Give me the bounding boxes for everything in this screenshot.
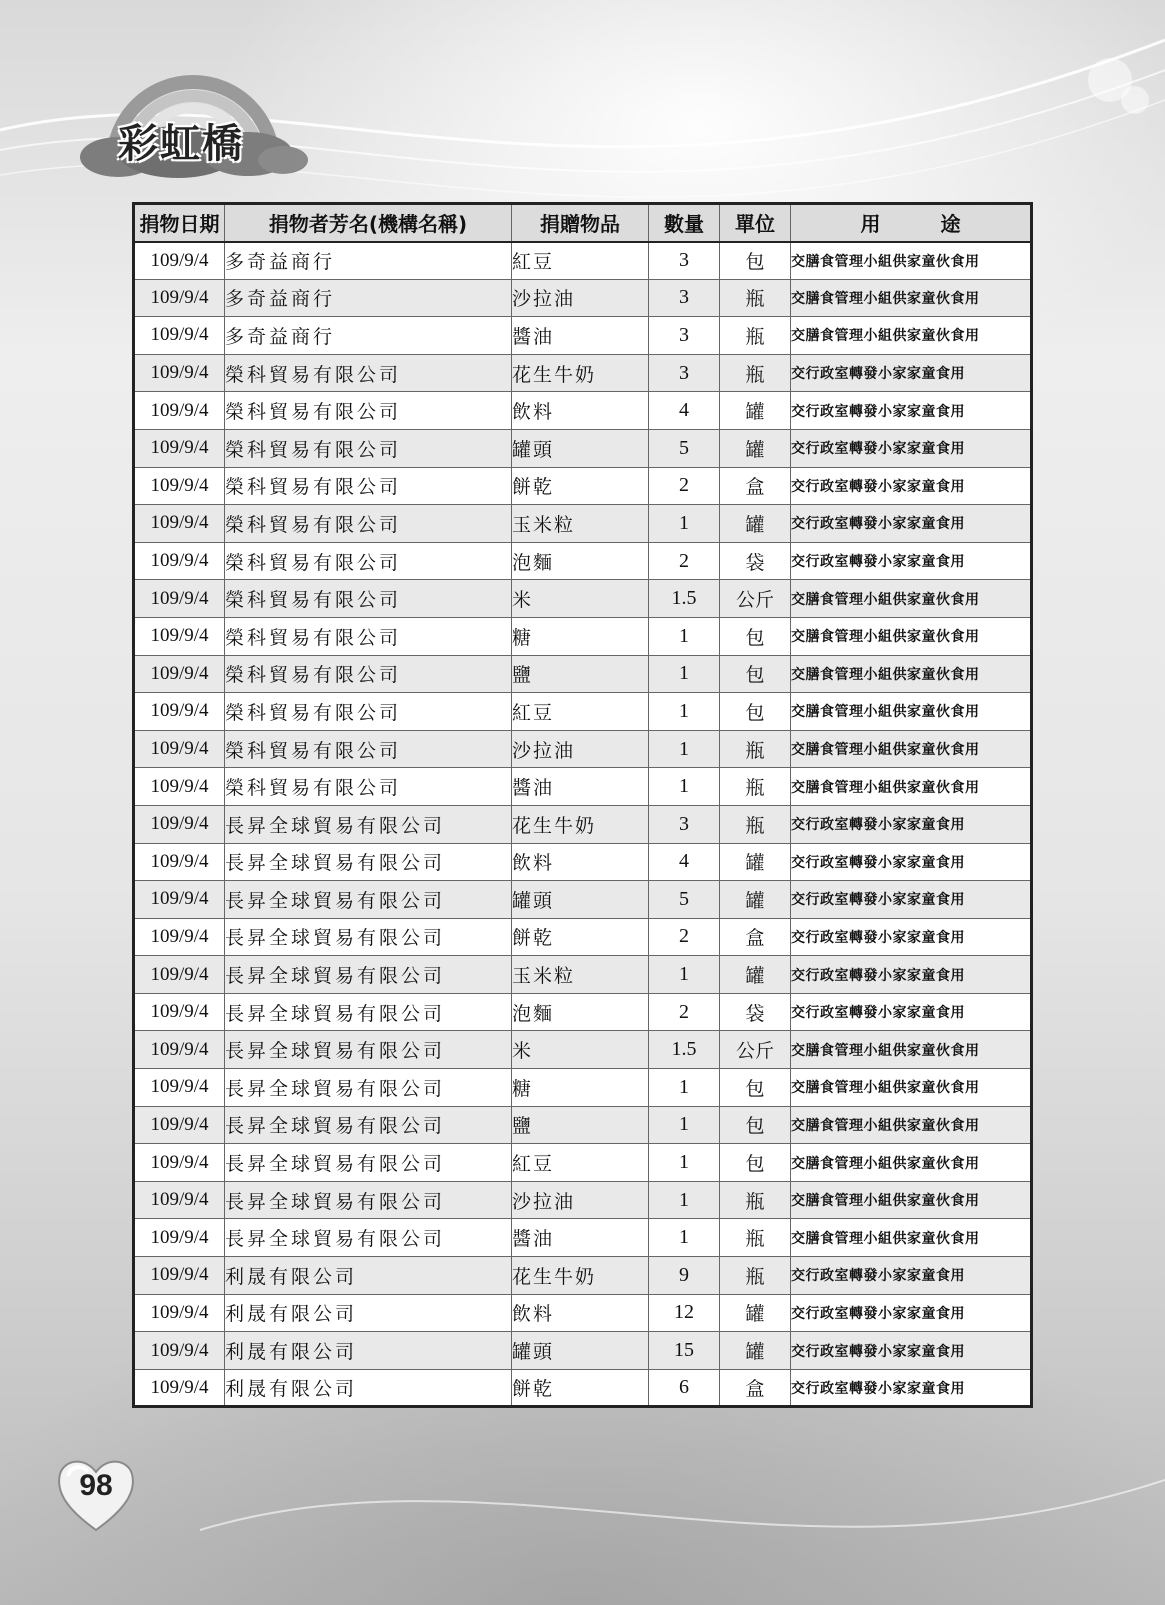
cell-donor: 榮科貿易有限公司	[225, 693, 512, 731]
cell-donor: 長昇全球貿易有限公司	[225, 993, 512, 1031]
table-row	[134, 1181, 1032, 1219]
table-row	[134, 956, 1032, 994]
cell-use: 交行政室轉發小家家童食用	[791, 392, 1032, 430]
logo-title: 彩虹橋	[118, 121, 244, 167]
cell-use: 交行政室轉發小家家童食用	[791, 918, 1032, 956]
cell-unit: 瓶	[720, 1181, 791, 1219]
cell-date: 109/9/4	[134, 354, 225, 392]
cell-date: 109/9/4	[134, 1369, 225, 1407]
cell-quantity: 2	[649, 467, 720, 505]
cell-quantity: 5	[649, 429, 720, 467]
cell-item: 玉米粒	[512, 505, 649, 543]
cell-unit: 罐	[720, 881, 791, 919]
header-unit: 單位	[720, 204, 791, 242]
cell-quantity: 3	[649, 317, 720, 355]
cell-donor: 長昇全球貿易有限公司	[225, 918, 512, 956]
cell-item: 紅豆	[512, 242, 649, 280]
cell-date: 109/9/4	[134, 768, 225, 806]
cell-date: 109/9/4	[134, 918, 225, 956]
cell-quantity: 2	[649, 993, 720, 1031]
cell-donor: 多奇益商行	[225, 242, 512, 280]
cell-quantity: 1	[649, 1181, 720, 1219]
cell-unit: 袋	[720, 993, 791, 1031]
cell-date: 109/9/4	[134, 392, 225, 430]
cell-date: 109/9/4	[134, 542, 225, 580]
table-row	[134, 279, 1032, 317]
cell-quantity: 1	[649, 768, 720, 806]
cell-date: 109/9/4	[134, 993, 225, 1031]
cell-unit: 公斤	[720, 1031, 791, 1069]
cell-item: 泡麵	[512, 542, 649, 580]
cell-donor: 利晟有限公司	[225, 1294, 512, 1332]
cell-use: 交膳食管理小組供家童伙食用	[791, 242, 1032, 280]
cell-use: 交膳食管理小組供家童伙食用	[791, 768, 1032, 806]
cell-quantity: 15	[649, 1332, 720, 1370]
cell-use: 交膳食管理小組供家童伙食用	[791, 730, 1032, 768]
table-row	[134, 881, 1032, 919]
cell-item: 鹽	[512, 1106, 649, 1144]
cell-date: 109/9/4	[134, 1294, 225, 1332]
table-row	[134, 580, 1032, 618]
table-row	[134, 1069, 1032, 1107]
cell-item: 罐頭	[512, 881, 649, 919]
table-row	[134, 1294, 1032, 1332]
cell-use: 交行政室轉發小家家童食用	[791, 1294, 1032, 1332]
table-row	[134, 542, 1032, 580]
cell-use: 交行政室轉發小家家童食用	[791, 993, 1032, 1031]
cell-unit: 包	[720, 617, 791, 655]
cell-date: 109/9/4	[134, 843, 225, 881]
cell-use: 交行政室轉發小家家童食用	[791, 805, 1032, 843]
cell-unit: 盒	[720, 1369, 791, 1407]
table-row	[134, 843, 1032, 881]
cell-donor: 長昇全球貿易有限公司	[225, 805, 512, 843]
table-row	[134, 429, 1032, 467]
cell-use: 交行政室轉發小家家童食用	[791, 1257, 1032, 1295]
table-row	[134, 392, 1032, 430]
cell-quantity: 4	[649, 392, 720, 430]
header-date: 捐物日期	[134, 204, 225, 242]
cell-quantity: 1	[649, 730, 720, 768]
cell-use: 交行政室轉發小家家童食用	[791, 956, 1032, 994]
cell-donor: 長昇全球貿易有限公司	[225, 843, 512, 881]
table-row	[134, 730, 1032, 768]
cell-quantity: 2	[649, 542, 720, 580]
cell-unit: 瓶	[720, 1257, 791, 1295]
table-row	[134, 1144, 1032, 1182]
cell-unit: 包	[720, 1106, 791, 1144]
cell-quantity: 4	[649, 843, 720, 881]
donation-table	[132, 202, 1033, 1408]
cell-donor: 榮科貿易有限公司	[225, 505, 512, 543]
cell-date: 109/9/4	[134, 1257, 225, 1295]
cell-date: 109/9/4	[134, 655, 225, 693]
table-row	[134, 918, 1032, 956]
cell-date: 109/9/4	[134, 693, 225, 731]
cell-date: 109/9/4	[134, 1069, 225, 1107]
cell-date: 109/9/4	[134, 617, 225, 655]
cell-unit: 瓶	[720, 730, 791, 768]
cell-quantity: 9	[649, 1257, 720, 1295]
cell-donor: 榮科貿易有限公司	[225, 542, 512, 580]
cell-item: 醬油	[512, 317, 649, 355]
cell-unit: 包	[720, 655, 791, 693]
cell-item: 沙拉油	[512, 730, 649, 768]
table-header-row	[134, 204, 1032, 242]
cell-date: 109/9/4	[134, 580, 225, 618]
cell-item: 花生牛奶	[512, 354, 649, 392]
table-row	[134, 1332, 1032, 1370]
cell-item: 飲料	[512, 843, 649, 881]
cell-quantity: 1.5	[649, 580, 720, 618]
cell-donor: 多奇益商行	[225, 279, 512, 317]
cell-date: 109/9/4	[134, 242, 225, 280]
cell-date: 109/9/4	[134, 730, 225, 768]
table-body	[134, 242, 1032, 1407]
cell-item: 糖	[512, 1069, 649, 1107]
cell-item: 餅乾	[512, 1369, 649, 1407]
cell-item: 沙拉油	[512, 279, 649, 317]
cell-donor: 榮科貿易有限公司	[225, 655, 512, 693]
table-row	[134, 617, 1032, 655]
cell-unit: 罐	[720, 429, 791, 467]
cell-unit: 袋	[720, 542, 791, 580]
cell-item: 沙拉油	[512, 1181, 649, 1219]
table-row	[134, 505, 1032, 543]
cell-unit: 罐	[720, 956, 791, 994]
cell-unit: 包	[720, 242, 791, 280]
table-row	[134, 805, 1032, 843]
cell-donor: 長昇全球貿易有限公司	[225, 956, 512, 994]
cell-donor: 榮科貿易有限公司	[225, 768, 512, 806]
cell-date: 109/9/4	[134, 881, 225, 919]
cell-unit: 公斤	[720, 580, 791, 618]
cell-date: 109/9/4	[134, 505, 225, 543]
cell-donor: 長昇全球貿易有限公司	[225, 1219, 512, 1257]
cell-date: 109/9/4	[134, 1106, 225, 1144]
cell-item: 泡麵	[512, 993, 649, 1031]
cell-donor: 長昇全球貿易有限公司	[225, 1031, 512, 1069]
cell-use: 交膳食管理小組供家童伙食用	[791, 1219, 1032, 1257]
cell-quantity: 1	[649, 655, 720, 693]
cell-quantity: 1	[649, 1069, 720, 1107]
cell-item: 飲料	[512, 1294, 649, 1332]
cell-item: 玉米粒	[512, 956, 649, 994]
cell-use: 交膳食管理小組供家童伙食用	[791, 1181, 1032, 1219]
cell-unit: 罐	[720, 392, 791, 430]
header-item: 捐贈物品	[512, 204, 649, 242]
cell-unit: 盒	[720, 918, 791, 956]
cell-use: 交膳食管理小組供家童伙食用	[791, 655, 1032, 693]
cell-quantity: 1.5	[649, 1031, 720, 1069]
cell-item: 醬油	[512, 1219, 649, 1257]
cell-donor: 榮科貿易有限公司	[225, 354, 512, 392]
cell-use: 交膳食管理小組供家童伙食用	[791, 693, 1032, 731]
cell-item: 米	[512, 580, 649, 618]
cell-quantity: 3	[649, 354, 720, 392]
cell-donor: 榮科貿易有限公司	[225, 730, 512, 768]
cell-donor: 利晟有限公司	[225, 1332, 512, 1370]
cell-quantity: 2	[649, 918, 720, 956]
cell-item: 紅豆	[512, 693, 649, 731]
cell-use: 交膳食管理小組供家童伙食用	[791, 279, 1032, 317]
cell-unit: 瓶	[720, 354, 791, 392]
cell-date: 109/9/4	[134, 1144, 225, 1182]
cell-use: 交膳食管理小組供家童伙食用	[791, 1069, 1032, 1107]
cell-quantity: 1	[649, 1219, 720, 1257]
cell-unit: 罐	[720, 1294, 791, 1332]
cell-donor: 長昇全球貿易有限公司	[225, 1181, 512, 1219]
cell-quantity: 5	[649, 881, 720, 919]
cell-item: 鹽	[512, 655, 649, 693]
cell-use: 交行政室轉發小家家童食用	[791, 429, 1032, 467]
cell-quantity: 1	[649, 956, 720, 994]
cell-use: 交膳食管理小組供家童伙食用	[791, 1144, 1032, 1182]
cell-donor: 榮科貿易有限公司	[225, 580, 512, 618]
cell-use: 交行政室轉發小家家童食用	[791, 354, 1032, 392]
table-row	[134, 317, 1032, 355]
cell-donor: 榮科貿易有限公司	[225, 429, 512, 467]
cell-item: 罐頭	[512, 429, 649, 467]
cell-unit: 包	[720, 1069, 791, 1107]
cell-donor: 榮科貿易有限公司	[225, 617, 512, 655]
table-row	[134, 1369, 1032, 1407]
cell-use: 交膳食管理小組供家童伙食用	[791, 617, 1032, 655]
cell-date: 109/9/4	[134, 1219, 225, 1257]
cell-item: 醬油	[512, 768, 649, 806]
cell-date: 109/9/4	[134, 279, 225, 317]
cell-unit: 包	[720, 1144, 791, 1182]
cell-donor: 榮科貿易有限公司	[225, 392, 512, 430]
cell-use: 交膳食管理小組供家童伙食用	[791, 317, 1032, 355]
cell-quantity: 12	[649, 1294, 720, 1332]
cell-use: 交膳食管理小組供家童伙食用	[791, 1106, 1032, 1144]
cell-unit: 瓶	[720, 805, 791, 843]
table-row	[134, 242, 1032, 280]
cell-date: 109/9/4	[134, 805, 225, 843]
cell-use: 交行政室轉發小家家童食用	[791, 467, 1032, 505]
table-row	[134, 1219, 1032, 1257]
cell-donor: 長昇全球貿易有限公司	[225, 1069, 512, 1107]
cell-item: 米	[512, 1031, 649, 1069]
cell-quantity: 3	[649, 242, 720, 280]
cell-unit: 包	[720, 693, 791, 731]
cell-item: 紅豆	[512, 1144, 649, 1182]
header-quantity: 數量	[649, 204, 720, 242]
cell-donor: 榮科貿易有限公司	[225, 467, 512, 505]
table-row	[134, 1106, 1032, 1144]
cell-date: 109/9/4	[134, 1031, 225, 1069]
cell-quantity: 1	[649, 1144, 720, 1182]
cell-donor: 長昇全球貿易有限公司	[225, 1144, 512, 1182]
cell-use: 交行政室轉發小家家童食用	[791, 843, 1032, 881]
cell-unit: 瓶	[720, 768, 791, 806]
cell-unit: 瓶	[720, 317, 791, 355]
cell-unit: 瓶	[720, 279, 791, 317]
table-row	[134, 655, 1032, 693]
cell-unit: 罐	[720, 1332, 791, 1370]
header-donor: 捐物者芳名(機構名稱)	[225, 204, 512, 242]
cell-item: 花生牛奶	[512, 1257, 649, 1295]
cell-item: 餅乾	[512, 918, 649, 956]
cell-quantity: 6	[649, 1369, 720, 1407]
cell-date: 109/9/4	[134, 429, 225, 467]
cell-date: 109/9/4	[134, 317, 225, 355]
table-row	[134, 354, 1032, 392]
cell-unit: 盒	[720, 467, 791, 505]
cell-quantity: 1	[649, 693, 720, 731]
cell-unit: 罐	[720, 843, 791, 881]
table-row	[134, 768, 1032, 806]
cell-date: 109/9/4	[134, 956, 225, 994]
cell-item: 糖	[512, 617, 649, 655]
header-use: 用 途	[791, 204, 1032, 242]
cell-item: 罐頭	[512, 1332, 649, 1370]
cell-donor: 長昇全球貿易有限公司	[225, 881, 512, 919]
cell-date: 109/9/4	[134, 467, 225, 505]
cell-donor: 利晟有限公司	[225, 1369, 512, 1407]
cell-unit: 瓶	[720, 1219, 791, 1257]
cell-item: 飲料	[512, 392, 649, 430]
cell-date: 109/9/4	[134, 1181, 225, 1219]
cell-use: 交行政室轉發小家家童食用	[791, 505, 1032, 543]
cell-quantity: 1	[649, 1106, 720, 1144]
table-row	[134, 1257, 1032, 1295]
table-row	[134, 1031, 1032, 1069]
cell-quantity: 1	[649, 617, 720, 655]
cell-quantity: 1	[649, 505, 720, 543]
page-number: 98	[79, 1469, 113, 1502]
cell-item: 餅乾	[512, 467, 649, 505]
cell-use: 交膳食管理小組供家童伙食用	[791, 1031, 1032, 1069]
cell-item: 花生牛奶	[512, 805, 649, 843]
cell-use: 交行政室轉發小家家童食用	[791, 542, 1032, 580]
cell-donor: 利晟有限公司	[225, 1257, 512, 1295]
cell-quantity: 3	[649, 805, 720, 843]
cell-use: 交行政室轉發小家家童食用	[791, 1369, 1032, 1407]
cell-donor: 長昇全球貿易有限公司	[225, 1106, 512, 1144]
table-row	[134, 693, 1032, 731]
table-row	[134, 993, 1032, 1031]
cell-donor: 多奇益商行	[225, 317, 512, 355]
cell-unit: 罐	[720, 505, 791, 543]
table-row	[134, 467, 1032, 505]
cell-date: 109/9/4	[134, 1332, 225, 1370]
cell-quantity: 3	[649, 279, 720, 317]
cell-use: 交行政室轉發小家家童食用	[791, 1332, 1032, 1370]
cell-use: 交行政室轉發小家家童食用	[791, 881, 1032, 919]
cell-use: 交膳食管理小組供家童伙食用	[791, 580, 1032, 618]
